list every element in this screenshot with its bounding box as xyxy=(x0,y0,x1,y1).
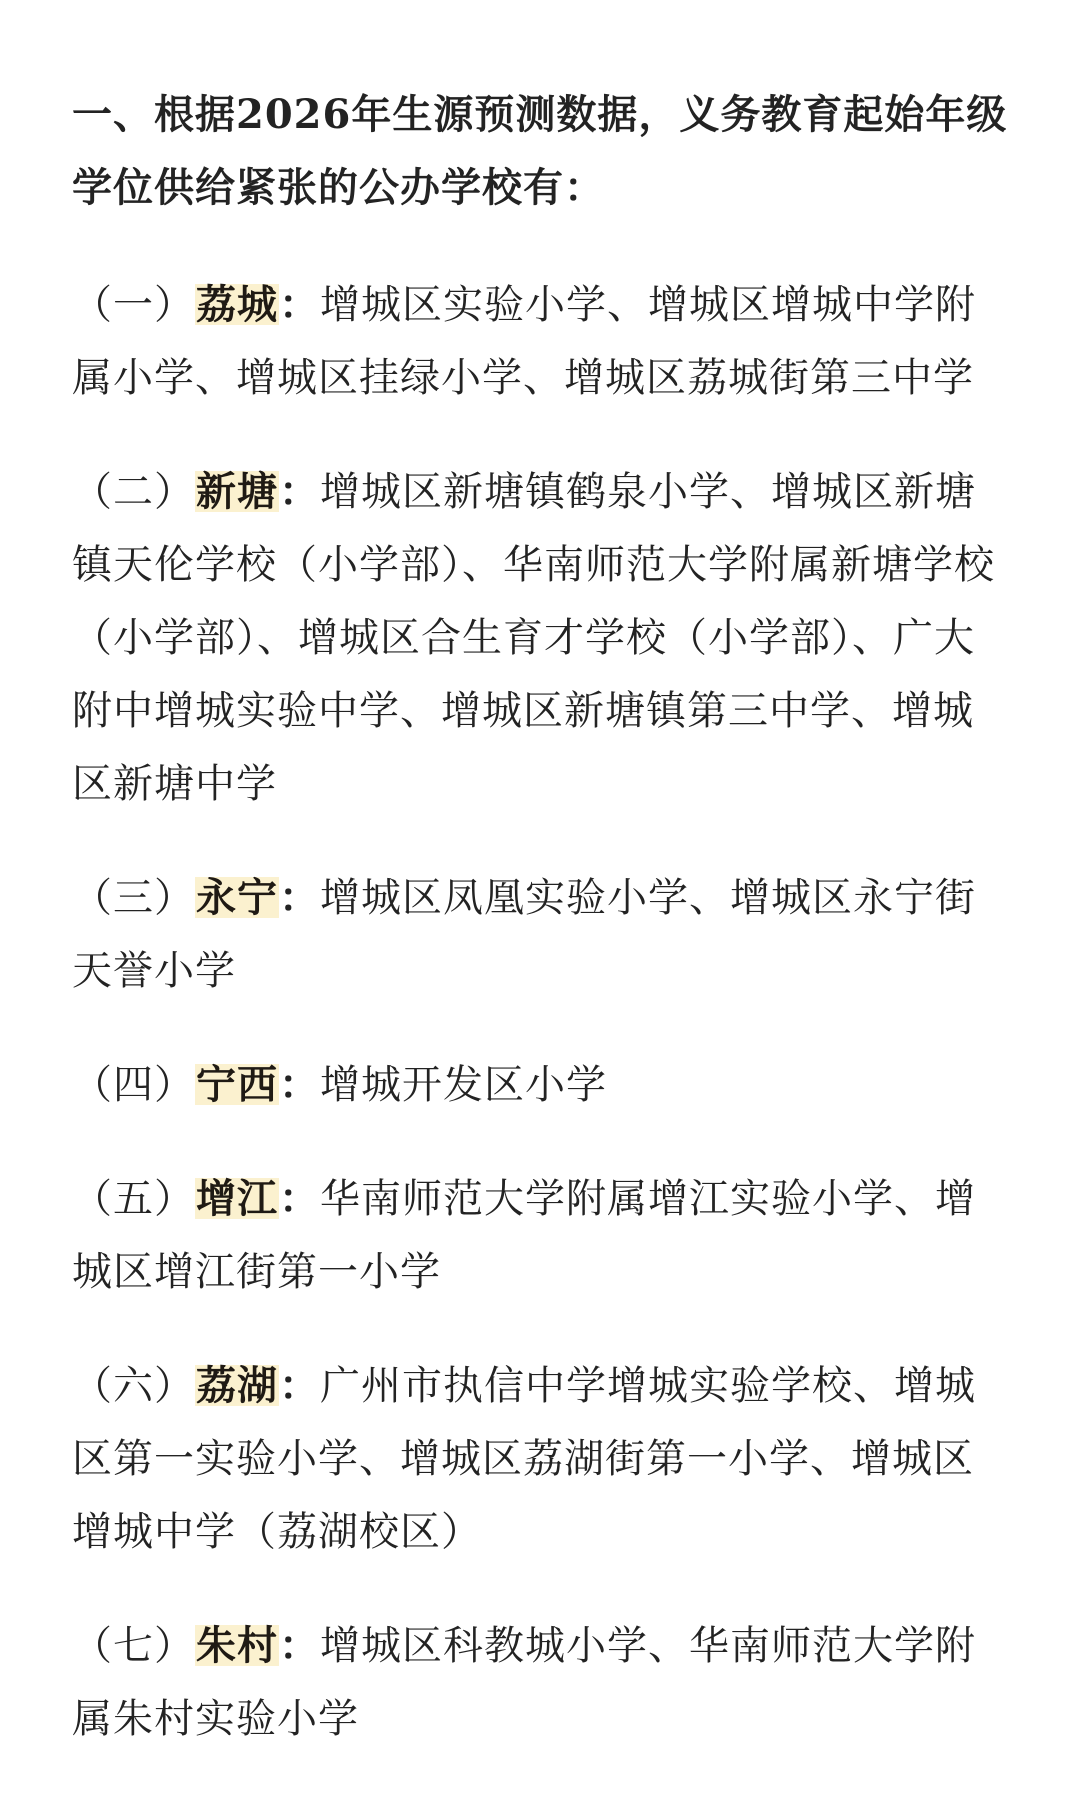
item-number: （二） xyxy=(72,469,195,515)
list-item-5 xyxy=(72,1162,1008,1309)
school-list: 增城区实验小学、增城区增城中学附属小学、增城区挂绿小学、增城区荔城街第三中学 xyxy=(72,282,976,401)
area-name: 增江 xyxy=(196,1175,278,1222)
item-number: （一） xyxy=(72,282,195,328)
school-list: 增城区新塘镇鹤泉小学、增城区新塘镇天伦学校（小学部）、华南师范大学附属新塘学校（小学部）、增城区合生育才学校（小学部）、广大附中增城实验中学、增城区新塘镇第三中学、增城区新塘中学 xyxy=(72,469,995,807)
school-list: 增城区科教城小学、华南师范大学附属朱村实验小学 xyxy=(72,1623,976,1742)
item-number: （七） xyxy=(72,1623,195,1669)
colon: ： xyxy=(279,468,320,515)
colon: ： xyxy=(279,281,320,328)
school-list: 增城区凤凰实验小学、增城区永宁街天誉小学 xyxy=(72,875,976,994)
item-number: （六） xyxy=(72,1363,195,1409)
area-name: 新塘 xyxy=(196,468,278,515)
list-item-6 xyxy=(72,1349,1008,1569)
area-name: 荔湖 xyxy=(196,1362,278,1409)
area-name: 朱村 xyxy=(196,1622,278,1669)
document-body xyxy=(72,78,1008,1796)
colon: ： xyxy=(279,874,320,921)
area-name: 荔城 xyxy=(196,281,278,328)
school-list: 广州市执信中学增城实验学校、增城区第一实验小学、增城区荔湖街第一小学、增城区增城中学（荔湖校区） xyxy=(72,1363,976,1555)
list-item-1 xyxy=(72,268,1008,415)
item-number: （四） xyxy=(72,1062,195,1108)
list-item-3 xyxy=(72,861,1008,1008)
area-name: 宁西 xyxy=(196,1061,278,1108)
item-number: （五） xyxy=(72,1176,195,1222)
colon: ： xyxy=(279,1362,320,1409)
list-item-4 xyxy=(72,1048,1008,1122)
colon: ： xyxy=(279,1175,320,1222)
list-item-2 xyxy=(72,455,1008,821)
intro-heading: 一、根据2026年生源预测数据，义务教育起始年级学位供给紧张的公办学校有： xyxy=(72,91,1008,211)
area-name: 永宁 xyxy=(196,874,278,921)
colon: ： xyxy=(279,1622,320,1669)
school-list: 增城开发区小学 xyxy=(320,1062,607,1108)
colon: ： xyxy=(279,1061,320,1108)
list-item-7 xyxy=(72,1609,1008,1756)
item-number: （三） xyxy=(72,875,195,921)
school-list: 华南师范大学附属增江实验小学、增城区增江街第一小学 xyxy=(72,1176,976,1295)
